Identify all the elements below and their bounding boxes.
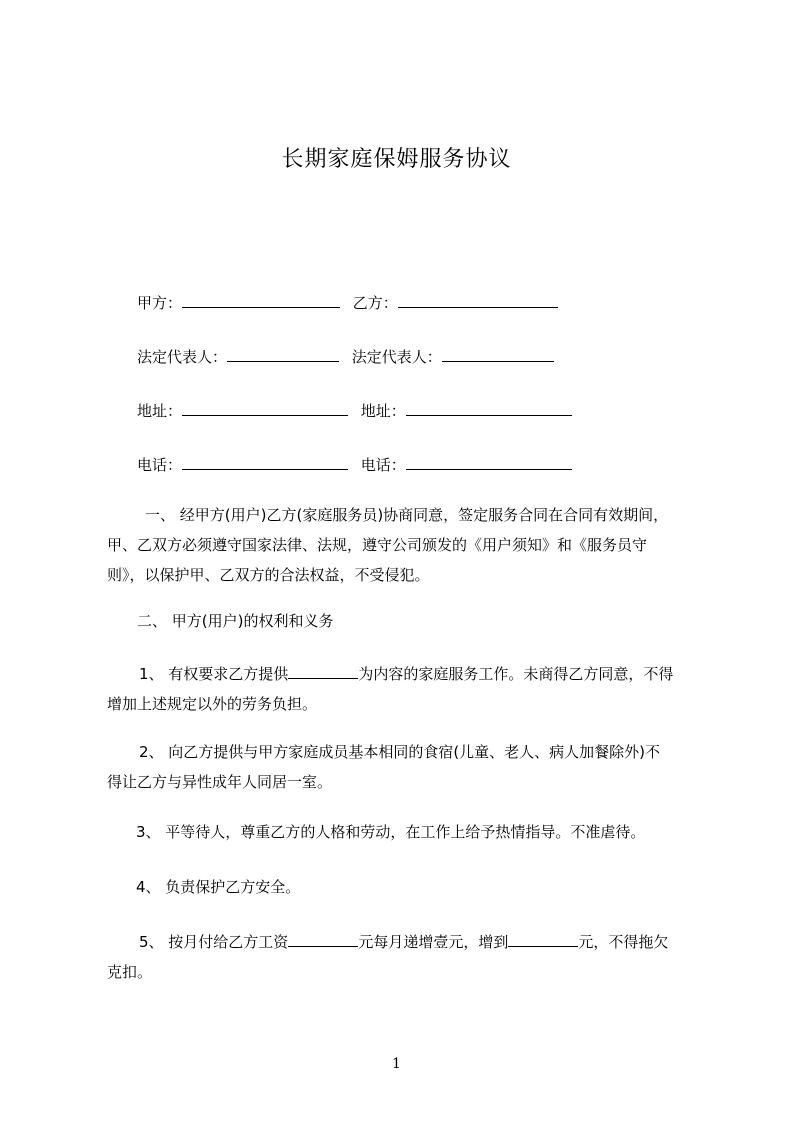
item-1-suffix: 为内容的家庭服务工作。未商得乙方同意，不得 [358,665,674,683]
item-5-prefix: 5、 按月付给乙方工资 [139,933,289,951]
rep-b-label: 法定代表人： [351,348,442,366]
tel-b-label: 电话： [360,456,406,474]
item-1-line-1 [107,659,707,689]
clause-1 [107,500,707,590]
section-2-heading: 二、 甲方(用户)的权利和义务 [137,612,334,630]
clause-1-line-1: 一、 经甲方(用户)乙方(家庭服务员)协商同意，签定服务合同在合同有效期间， [145,506,669,524]
item-5-max-blank[interactable] [508,932,578,947]
item-5-mid: 元每月递增壹元，增到 [358,933,509,951]
addr-b-blank[interactable] [406,401,572,416]
party-b-label: 乙方： [352,294,398,312]
item-1 [107,659,707,719]
rep-a-blank[interactable] [227,347,339,362]
addr-a-blank[interactable] [182,401,348,416]
addr-a-label: 地址： [137,402,183,420]
party-a-label: 甲方： [137,294,183,312]
item-2-line-2: 得让乙方与异性成年人同居一室。 [107,773,333,791]
item-3: 3、 平等待人，尊重乙方的人格和劳动，在工作上给予热情指导。不准虐待。 [136,823,646,841]
phone-row [137,454,572,475]
page-number: 1 [392,1056,401,1072]
item-5-salary-blank[interactable] [288,932,358,947]
item-2-line-1: 2、 向乙方提供与甲方家庭成员基本相同的食宿(儿童、老人、病人加餐除外)不 [139,743,661,761]
tel-a-blank[interactable] [182,455,348,470]
tel-a-label: 电话： [137,456,183,474]
item-2 [107,737,707,797]
item-4: 4、 负责保护乙方安全。 [136,878,301,896]
rep-b-blank[interactable] [442,347,554,362]
party-a-blank[interactable] [182,293,340,308]
rep-a-label: 法定代表人： [137,348,228,366]
item-1-line-2: 增加上述规定以外的劳务负担。 [107,695,318,713]
tel-b-blank[interactable] [406,455,572,470]
clause-1-line-2: 甲、乙双方必须遵守国家法律、法规，遵守公司颁发的《用户须知》和《服务员守 [107,536,648,554]
addr-b-label: 地址： [360,402,406,420]
item-1-prefix: 1、 有权要求乙方提供 [139,665,289,683]
document-title: 长期家庭保姆服务协议 [281,147,512,172]
item-5-suffix: 元，不得拖欠 [578,933,669,951]
party-row [137,292,558,313]
party-b-blank[interactable] [398,293,558,308]
item-5-line-2: 克扣。 [107,963,153,981]
clause-1-line-3: 则》，以保护甲、乙双方的合法权益，不受侵犯。 [107,566,430,584]
representative-row [137,346,554,367]
item-5 [107,927,707,987]
address-row [137,400,572,421]
item-1-blank[interactable] [288,664,358,679]
item-5-line-1 [107,927,707,957]
